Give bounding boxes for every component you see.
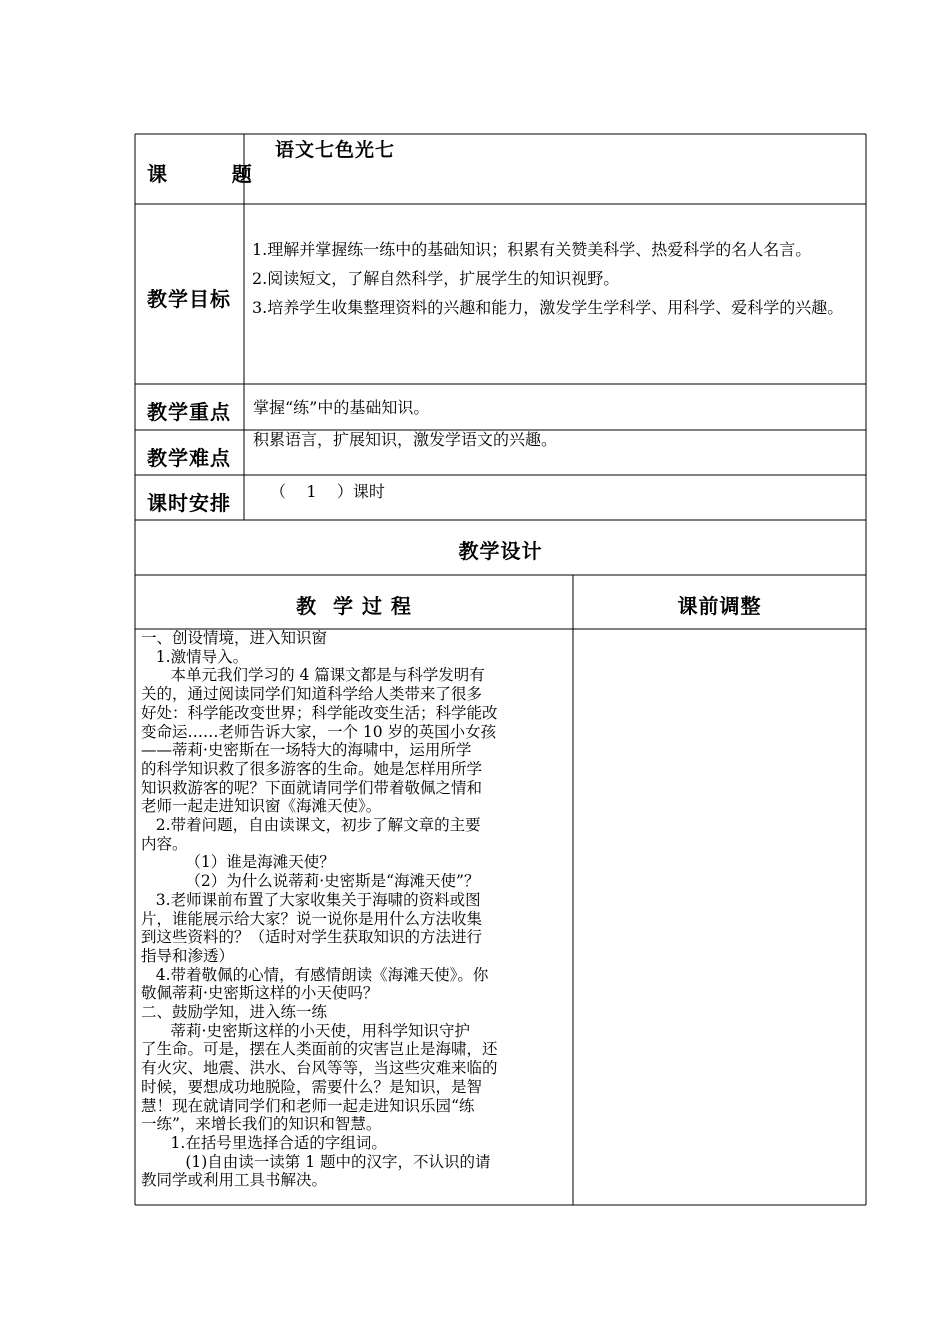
process-line: 1.激情导入。	[141, 647, 249, 666]
objective-item-3: 3.培养学生收集整理资料的兴趣和能力，激发学生学科学、用科学、爱科学的兴趣。	[252, 298, 844, 317]
process-line: 片，谁能展示给大家？说一说你是用什么方法收集	[141, 909, 483, 928]
process-line: 蒂莉·史密斯这样的小天使，用科学知识守护	[141, 1021, 470, 1040]
process-line: （1）谁是海滩天使？	[141, 853, 335, 872]
process-line: 有火灾、地震、洪水、台风等等，当这些灾难来临的	[141, 1059, 498, 1078]
key-points-label: 教学重点	[147, 400, 231, 424]
schedule-value: （ 1 ）课时	[270, 482, 385, 501]
difficulties-value: 积累语言，扩展知识，激发学语文的兴趣。	[253, 430, 558, 449]
objective-item-2: 2.阅读短文，了解自然科学，扩展学生的知识视野。	[252, 269, 620, 288]
process-line: 时候，要想成功地脱险，需要什么？是知识，是智	[141, 1077, 483, 1096]
key-points-value: 掌握“练”中的基础知识。	[253, 398, 430, 417]
process-line: 好处：科学能改变世界；科学能改变生活；科学能改	[141, 703, 498, 722]
objectives-label: 教学目标	[147, 287, 231, 311]
process-line: （2）为什么说蒂莉·史密斯是“海滩天使”？	[141, 872, 480, 891]
process-line: 一练”，来增长我们的知识和智慧。	[141, 1115, 382, 1134]
process-line: 变命运……老师告诉大家，一个 10 岁的英国小女孩	[141, 722, 497, 741]
schedule-label: 课时安排	[147, 491, 231, 515]
process-line: 4.带着敬佩的心情，有感情朗读《海滩天使》。你	[141, 965, 489, 984]
process-line: (1)自由读一读第 1 题中的汉字，不认识的请	[141, 1152, 491, 1171]
objective-item-1: 1.理解并掌握练一练中的基础知识；积累有关赞美科学、热爱科学的名人名言。	[252, 240, 812, 259]
process-line: 关的，通过阅读同学们知道科学给人类带来了很多	[141, 685, 483, 704]
process-line: 二、鼓励学知，进入练一练	[141, 1003, 328, 1022]
topic-label: 课 题	[147, 162, 253, 186]
process-line: 教同学或利用工具书解决。	[141, 1171, 328, 1190]
process-line: 本单元我们学习的 4 篇课文都是与科学发明有	[141, 666, 485, 685]
process-column-header: 教 学 过 程	[296, 594, 412, 618]
adjust-column-header: 课前调整	[677, 594, 762, 618]
process-line: 2.带着问题，自由读课文，初步了解文章的主要	[141, 816, 481, 835]
difficulties-label: 教学难点	[147, 446, 231, 470]
process-line: 敬佩蒂莉·史密斯这样的小天使吗？	[141, 984, 379, 1003]
process-line: 1.在括号里选择合适的字组词。	[141, 1133, 387, 1152]
process-line: 了生命。可是，摆在人类面前的灾害岂止是海啸，还	[141, 1040, 498, 1059]
process-line: 知识救游客的呢？下面就请同学们带着敬佩之情和	[141, 778, 483, 797]
process-line: 的科学知识救了很多游客的生命。她是怎样用所学	[141, 759, 483, 778]
process-line: ——蒂莉·史密斯在一场特大的海啸中，运用所学	[141, 741, 472, 760]
process-line: 到这些资料的？（适时对学生获取知识的方法进行	[141, 928, 483, 947]
process-line: 慧！现在就请同学们和老师一起走进知识乐园“练	[141, 1096, 475, 1115]
process-line: 3.老师课前布置了大家收集关于海啸的资料或图	[141, 890, 481, 909]
design-title: 教学设计	[458, 539, 543, 563]
process-content	[141, 629, 571, 1190]
process-line: 指导和渗透）	[141, 946, 235, 965]
process-line: 一、创设情境，进入知识窗	[141, 629, 328, 647]
process-line: 老师一起走进知识窗《海滩天使》。	[141, 797, 382, 816]
topic-value: 语文七色光七	[275, 139, 396, 161]
objectives-list	[252, 235, 860, 322]
adjust-column-content	[574, 630, 865, 1204]
process-line: 内容。	[141, 834, 188, 853]
